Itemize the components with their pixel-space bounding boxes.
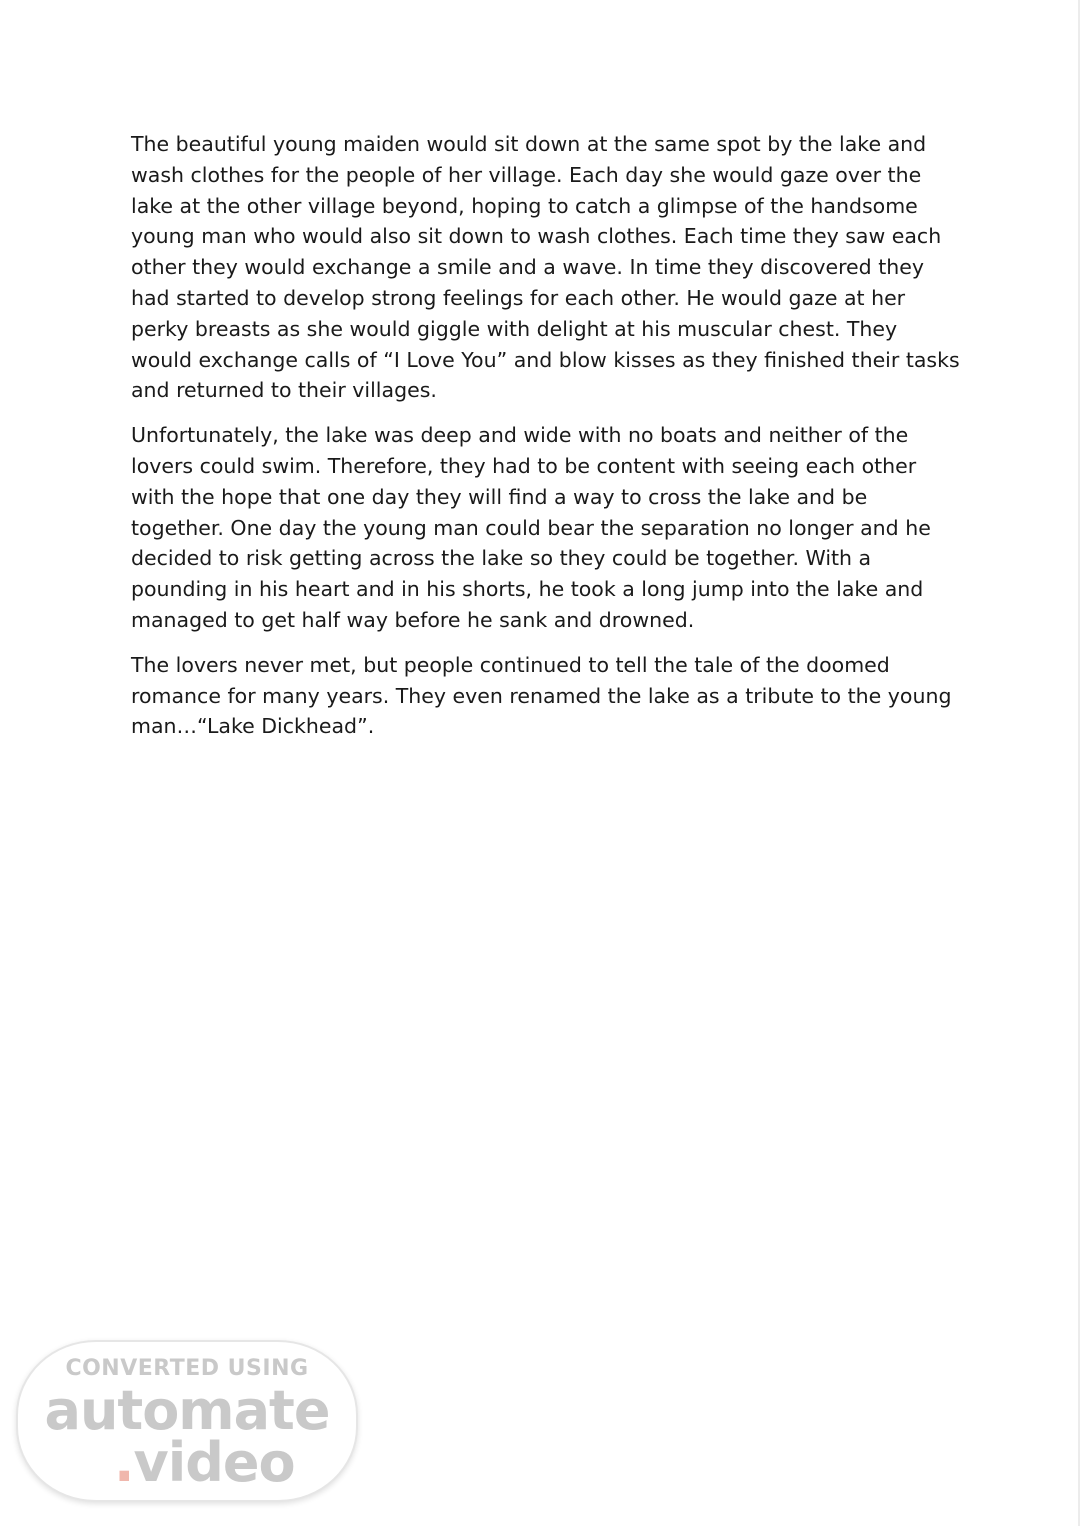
story-paragraph-1: The beautiful young maiden would sit down at the same spot by the lake and wash clothes for the people of her village. Each day she would gaze over the lake at the other village beyond, hoping to catch a glimpse of the handsome young man who would also sit down to wash clothes. Each time they saw each other they would exchange a smile and a wave. In time they discovered they had started to develop strong feelings for each other. He would gaze at her perky breasts as she would giggle with delight at his muscular chest. They would exchange calls of “I Love You” and blow kisses as they finished their tasks and returned to their villages.: [131, 132, 960, 403]
watermark-caption: CONVERTED USING: [65, 1356, 309, 1381]
story-paragraph-3: The lovers never met, but people continued to tell the tale of the doomed romance for many years. They even renamed the lake as a tribute to the young man…“Lake Dickhead”.: [131, 652, 952, 739]
converted-watermark-badge: [16, 1340, 358, 1502]
watermark-brand: automate: [44, 1379, 330, 1442]
story-paragraph-2: Unfortunately, the lake was deep and wide with no boats and neither of the lovers could swim. Therefore, they had to be content with seeing each other with the hope that one day they will find a way to cross the lake and be together. One day the young man could bear the separation no longer and he decided to risk getting across the lake so they could be together. With a pounding in his heart and in his shorts, he took a long jump into the lake and managed to get half way before he sank and drowned.: [131, 423, 931, 632]
watermark-domain-line: [18, 1431, 356, 1494]
watermark-dot: .: [114, 1431, 134, 1494]
document-page: [131, 129, 961, 756]
watermark-domain: video: [133, 1431, 295, 1494]
